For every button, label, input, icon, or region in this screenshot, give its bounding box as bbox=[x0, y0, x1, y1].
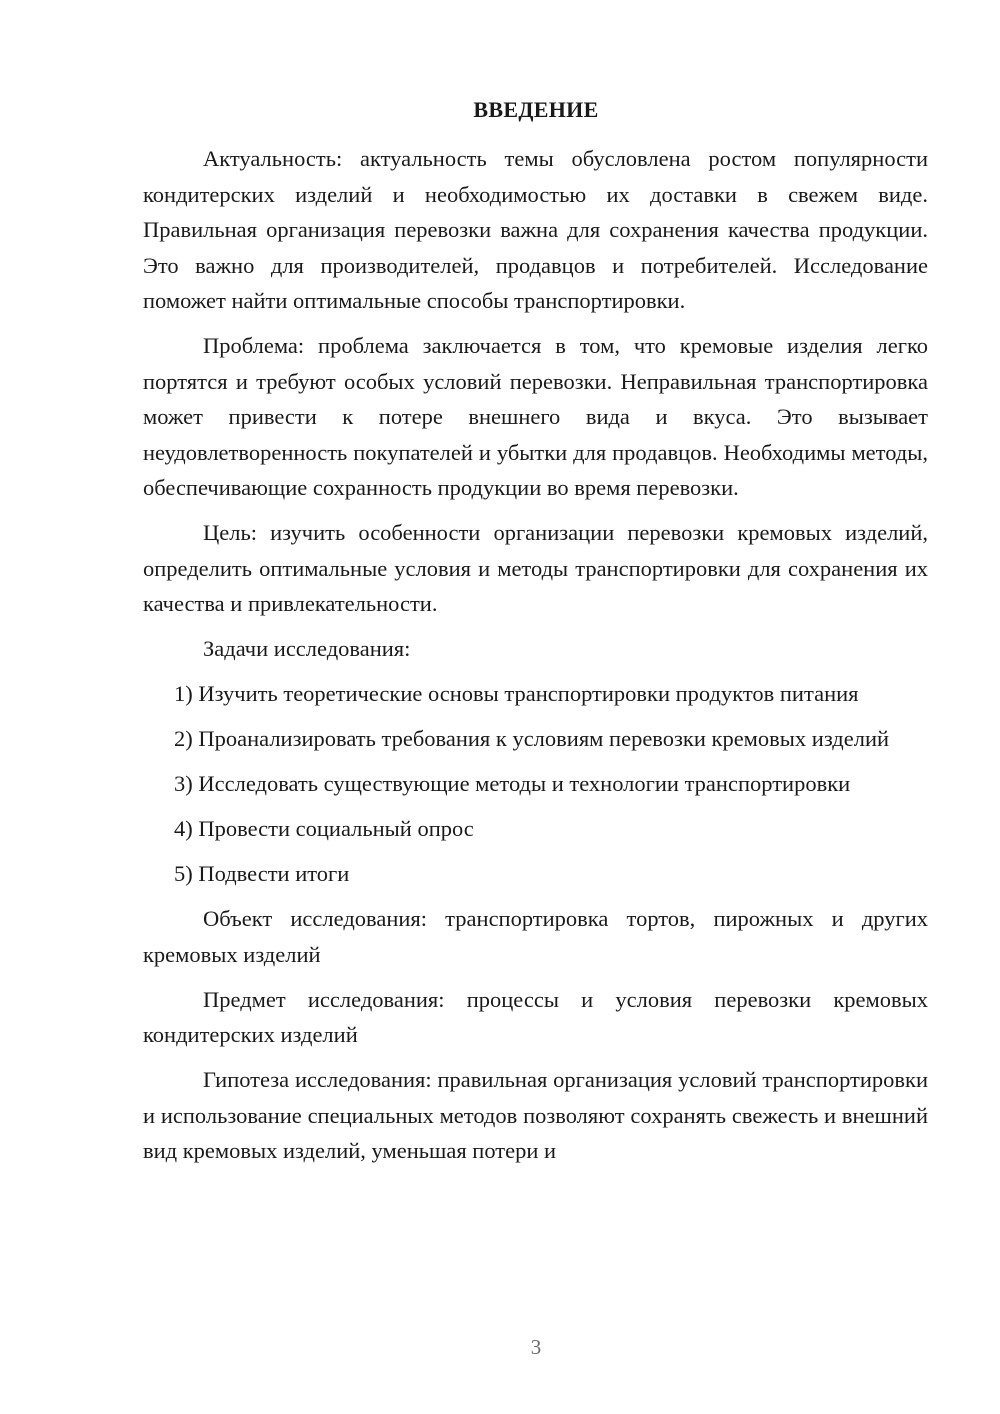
section-title: ВВЕДЕНИЕ bbox=[473, 97, 599, 122]
task-item-4: 4) Провести социальный опрос bbox=[174, 816, 474, 841]
paragraph-problem: Проблема: проблема заключается в том, что кремовые изделия легко портятся и требуют особых условий перевозки. Неправильная транспортировка может привести к потере внешнего вида и вкуса. Это вызывает неудовлетворенность покупателей и убытки для продавцов. Необходимы методы, обеспечивающие сохранность продукции во время перевозки. bbox=[143, 333, 928, 500]
task-item-3: 3) Исследовать существующие методы и технологии транспортировки bbox=[174, 771, 851, 796]
task-item-5: 5) Подвести итоги bbox=[174, 861, 350, 886]
task-item-1: 1) Изучить теоретические основы транспортировки продуктов питания bbox=[174, 681, 859, 706]
page-number: 3 bbox=[530, 1335, 542, 1359]
paragraph-relevance: Актуальность: актуальность темы обусловлена ростом популярности кондитерских изделий и необходимостью их доставки в свежем виде. Правильная организация перевозки важна для сохранения качества продукции. Это важно для производителей, продавцов и потребителей. Исследование поможет найти оптимальные способы транспортировки. bbox=[143, 146, 928, 313]
body-text bbox=[143, 141, 928, 1178]
paragraph-hypothesis: Гипотеза исследования: правильная организация условий транспортировки и использование специальных методов позволяют сохранять свежесть и внешний вид кремовых изделий, уменьшая потери и bbox=[143, 1067, 928, 1163]
paragraph-subject: Предмет исследования: процессы и условия перевозки кремовых кондитерских изделий bbox=[143, 986, 928, 1047]
paragraph-tasks-heading: Задачи исследования: bbox=[203, 636, 411, 661]
task-item-2: 2) Проанализировать требования к условиям перевозки кремовых изделий bbox=[174, 726, 890, 751]
paragraph-goal: Цель: изучить особенности организации перевозки кремовых изделий, определить оптимальные условия и методы транспортировки для сохранения их качества и привлекательности. bbox=[143, 520, 928, 616]
paragraph-object: Объект исследования: транспортировка тортов, пирожных и других кремовых изделий bbox=[143, 906, 928, 967]
